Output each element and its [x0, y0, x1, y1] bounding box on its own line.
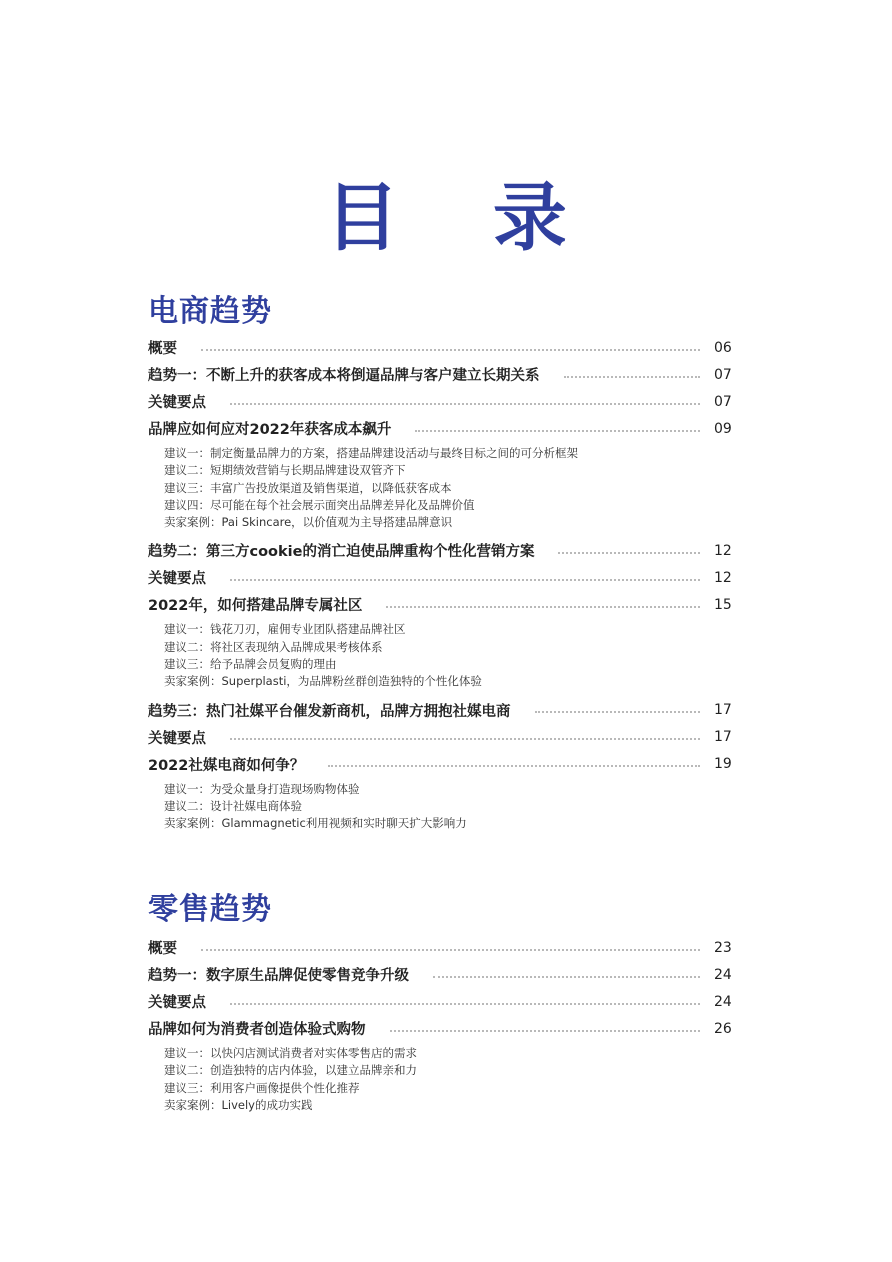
toc-entry-label: 趋势三：热门社媒平台催发新商机，品牌方拥抱社媒电商 [148, 703, 511, 720]
toc-entry-label: 关键要点 [148, 395, 206, 411]
toc-entry[interactable] [148, 564, 738, 591]
dot-leader [558, 552, 700, 554]
toc-entry-label: 品牌如何为消费者创造体验式购物 [148, 1022, 366, 1038]
dot-leader [386, 606, 700, 608]
toc-sub-item[interactable]: 建议一：钱花刀刃，雇佣专业团队搭建品牌社区 [164, 622, 406, 637]
dot-leader [201, 349, 700, 351]
page-title: 目 录 [325, 175, 601, 261]
dot-leader [230, 1003, 700, 1005]
dot-leader [390, 1030, 701, 1032]
toc-entry-page-number: 07 [714, 393, 732, 410]
toc-sub-item[interactable]: 建议一：制定衡量品牌力的方案，搭建品牌建设活动与最终目标之间的可分析框架 [164, 446, 578, 460]
toc-entry-page-number: 24 [714, 993, 732, 1010]
toc-entry-label: 概要 [148, 341, 177, 357]
toc-entry[interactable] [148, 697, 738, 724]
toc-entry[interactable] [148, 591, 738, 618]
toc-entry-label: 趋势二：第三方cookie的消亡迫使品牌重构个性化营销方案 [148, 544, 535, 561]
toc-entry-label: 关键要点 [148, 995, 206, 1011]
dot-leader [564, 376, 701, 378]
toc-entry[interactable] [148, 537, 738, 564]
toc-entry-page-number: 12 [714, 569, 732, 586]
toc-sub-list [148, 781, 738, 833]
toc-ecommerce [148, 334, 738, 839]
toc-entry[interactable] [148, 988, 738, 1015]
toc-entry-label: 趋势一：不断上升的获客成本将倒逼品牌与客户建立长期关系 [148, 368, 540, 384]
toc-entry-page-number: 17 [714, 729, 732, 746]
toc-entry-page-number: 07 [714, 366, 732, 383]
toc-entry-page-number: 26 [714, 1020, 732, 1037]
toc-entry[interactable] [148, 961, 738, 988]
section-heading-retail: 零售趋势 [148, 892, 272, 927]
toc-entry[interactable] [148, 724, 738, 751]
toc-entry-label: 2022社媒电商如何争？ [148, 757, 305, 774]
toc-entry-label: 品牌应如何应对2022年获客成本飙升 [148, 422, 392, 438]
toc-retail [148, 934, 738, 1120]
toc-sub-item[interactable]: 建议二：创造独特的店内体验，以建立品牌亲和力 [164, 1063, 417, 1078]
toc-entry-label: 关键要点 [148, 571, 206, 588]
dot-leader [433, 976, 700, 978]
toc-entry[interactable] [148, 334, 738, 361]
toc-entry[interactable] [148, 751, 738, 778]
toc-entry-page-number: 15 [714, 596, 732, 613]
toc-entry-page-number: 24 [714, 966, 732, 983]
toc-entry-page-number: 06 [714, 339, 732, 356]
toc-entry-page-number: 23 [714, 939, 732, 956]
toc-sub-item[interactable]: 建议二：短期绩效营销与长期品牌建设双管齐下 [164, 463, 406, 478]
dot-leader [230, 579, 700, 581]
toc-sub-item[interactable]: 建议二：设计社媒电商体验 [164, 798, 302, 813]
toc-entry-label: 趋势一：数字原生品牌促使零售竞争升级 [148, 968, 409, 984]
toc-sub-item[interactable]: 建议一：为受众量身打造现场购物体验 [164, 781, 360, 796]
toc-sub-item[interactable]: 卖家案例：Lively的成功实践 [164, 1097, 313, 1112]
toc-sub-item[interactable]: 卖家案例：Glammagnetic利用视频和实时聊天扩大影响力 [164, 816, 467, 831]
toc-entry[interactable] [148, 1015, 738, 1042]
toc-entry-label: 2022年，如何搭建品牌专属社区 [148, 598, 363, 615]
toc-entry-page-number: 17 [714, 702, 732, 719]
toc-entry[interactable] [148, 415, 738, 442]
dot-leader [230, 738, 700, 740]
toc-entry[interactable] [148, 361, 738, 388]
dot-leader [328, 765, 700, 767]
toc-entry-page-number: 09 [714, 420, 732, 437]
section-heading-ecommerce: 电商趋势 [148, 294, 272, 329]
toc-sub-list [148, 1045, 738, 1114]
dot-leader [415, 430, 700, 432]
toc-entry-page-number: 12 [714, 542, 732, 559]
toc-sub-list [148, 621, 738, 690]
toc-sub-list [148, 445, 738, 531]
toc-entry-label: 关键要点 [148, 730, 206, 747]
toc-sub-item[interactable]: 建议三：给予品牌会员复购的理由 [164, 657, 337, 672]
toc-sub-item[interactable]: 卖家案例：Pai Skincare，以价值观为主导搭建品牌意识 [164, 515, 453, 530]
dot-leader [230, 403, 700, 405]
toc-sub-item[interactable]: 建议四：尽可能在每个社会展示面突出品牌差异化及品牌价值 [164, 497, 475, 512]
toc-sub-item[interactable]: 建议三：丰富广告投放渠道及销售渠道，以降低获客成本 [164, 480, 452, 495]
toc-sub-item[interactable]: 卖家案例：Superplasti，为品牌粉丝群创造独特的个性化体验 [164, 674, 482, 689]
toc-sub-item[interactable]: 建议三：利用客户画像提供个性化推荐 [164, 1080, 360, 1095]
dot-leader [535, 711, 701, 713]
toc-entry[interactable] [148, 934, 738, 961]
toc-entry-label: 概要 [148, 941, 177, 957]
dot-leader [201, 949, 700, 951]
toc-entry-page-number: 19 [714, 756, 732, 773]
toc-sub-item[interactable]: 建议二：将社区表现纳入品牌成果考核体系 [164, 639, 383, 654]
toc-entry[interactable] [148, 388, 738, 415]
toc-sub-item[interactable]: 建议一：以快闪店测试消费者对实体零售店的需求 [164, 1046, 417, 1060]
